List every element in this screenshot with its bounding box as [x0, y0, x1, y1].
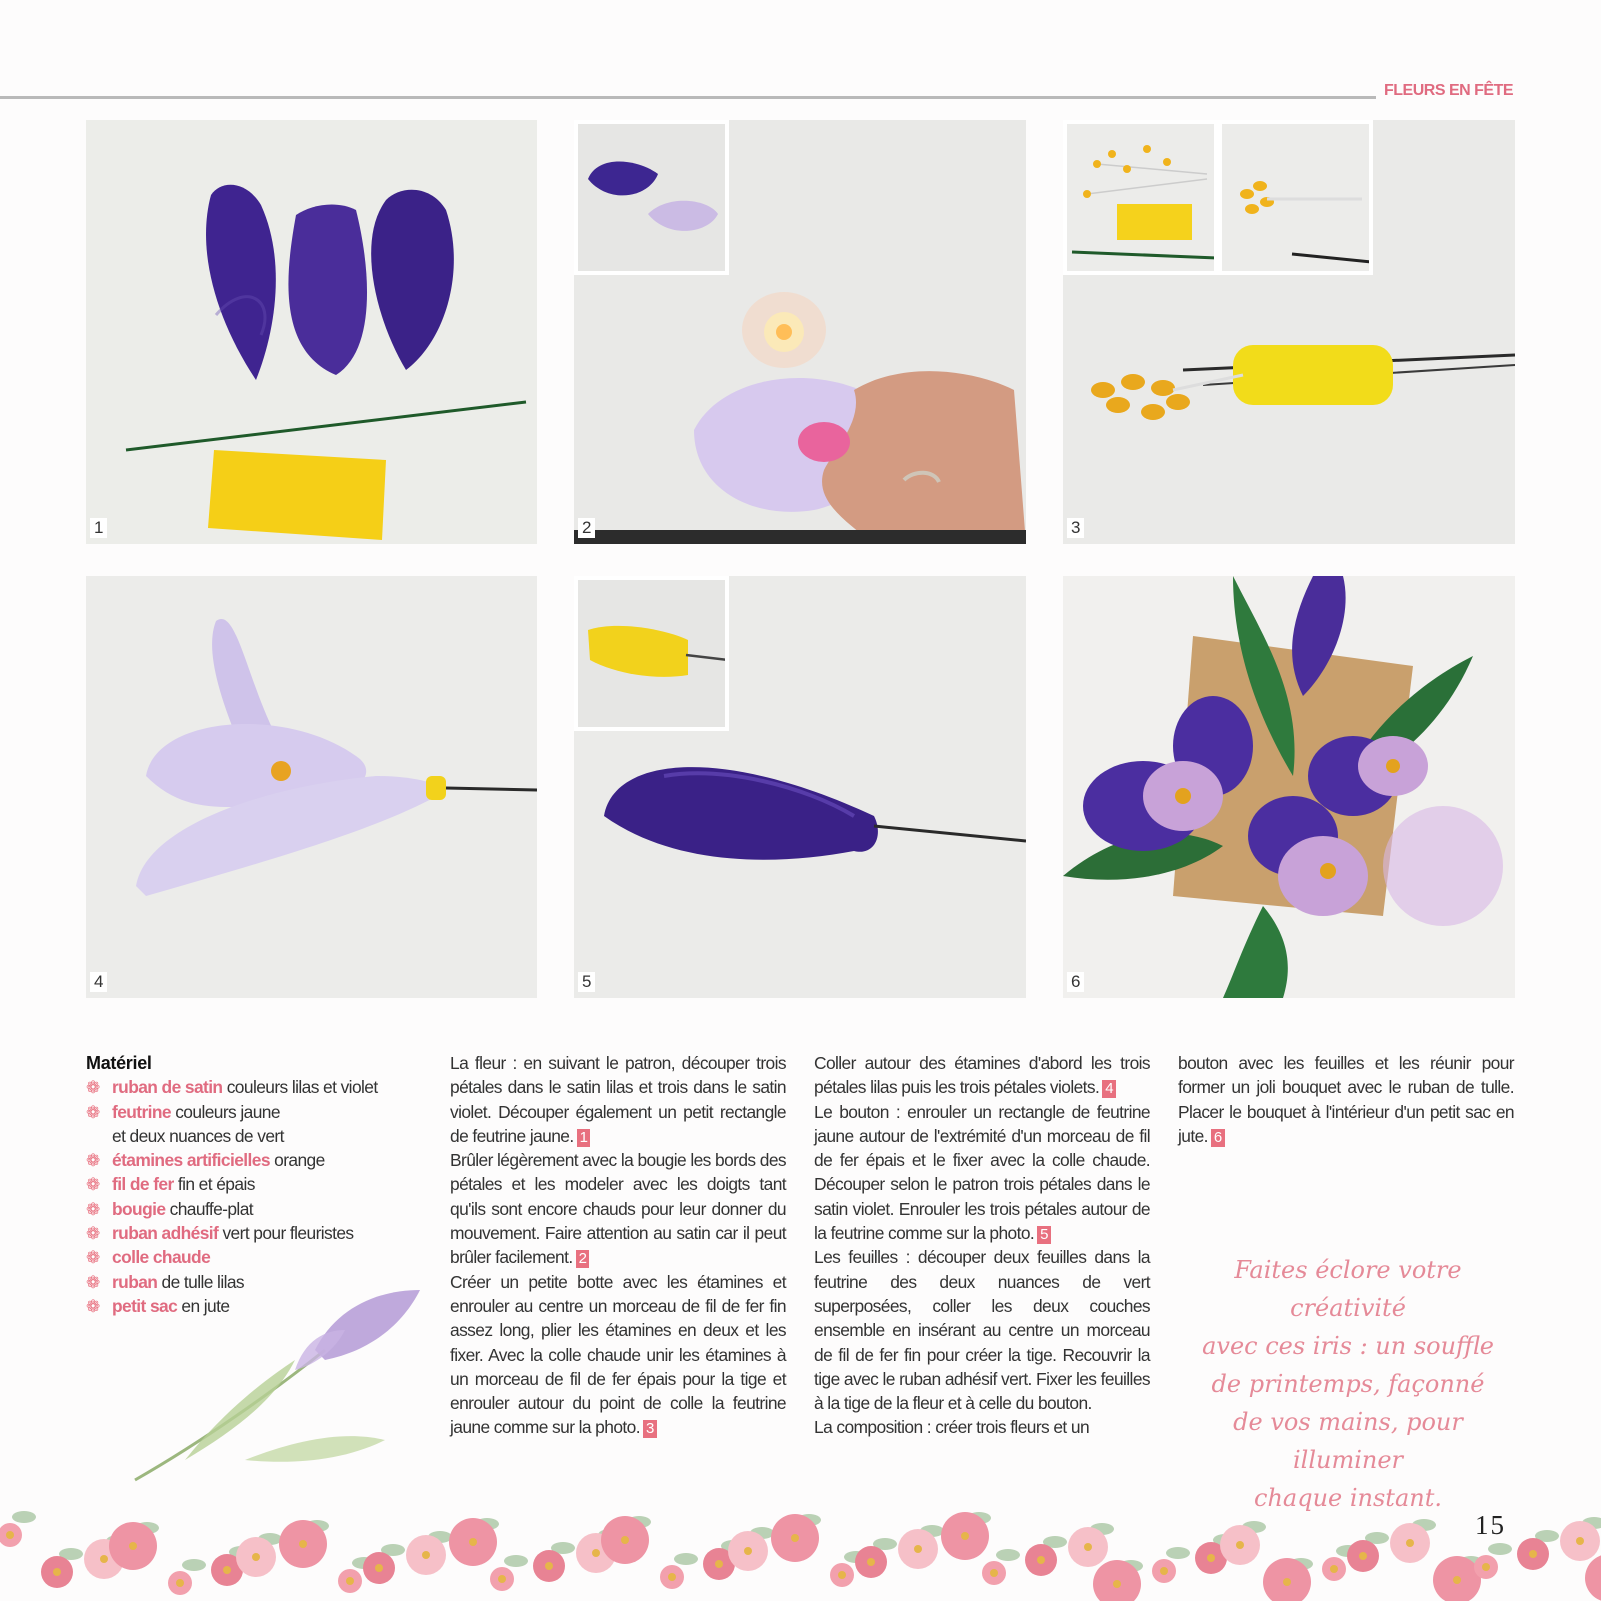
list-item: ❁ étamines artificielles orange [86, 1148, 426, 1172]
paragraph-burn: Brûler légèrement avec la bougie les bords des pétales et les modeler avec les doigts tant qu'ils sont encore chauds pour leur donner du mouvement. Faire attention au satin car il peut brûler facilement. 2 [450, 1150, 786, 1268]
list-item: ❁ ruban de tulle lilas [86, 1270, 426, 1294]
section-rubric: FLEURS EN FÊTE [1384, 82, 1514, 99]
step-number: 1 [90, 518, 107, 538]
list-item: ❁ petit sac en jute [86, 1294, 426, 1318]
inset-photo-felt-roll [574, 576, 729, 731]
bouquet-illustration [1063, 576, 1515, 998]
step-number: 5 [578, 972, 595, 992]
step-number: 4 [90, 972, 107, 992]
list-item: ❁ feutrine couleurs jaune et deux nuances de vert [86, 1101, 284, 1146]
pull-quote: Faites éclore votre créativité avec ces iris : un souffle de printemps, façonné de vos mains, pour illuminer chaque instant. [1202, 1256, 1494, 1512]
paragraph-stamens: Créer un petite botte avec les étamines et enrouler au centre un morceau de fil de fer fin assez long, plier les étamines en deux et les fixer. Avec la colle chaude unir les étamines à un morceau de fil de fer épais pour la tige et enrouler autour du point de colle la feutrine jaune comme sur la photo. 3 [450, 1271, 786, 1438]
flower-bullet-icon: ❁ [86, 1078, 100, 1098]
materials-title: Matériel [86, 1053, 152, 1073]
list-item: ❁ bougie chauffe-plat [86, 1197, 426, 1221]
materials-column [86, 1051, 426, 1318]
flower-bullet-icon: ❁ [86, 1272, 100, 1292]
step-ref-badge: 1 [577, 1129, 591, 1147]
step-ref-badge: 2 [576, 1250, 590, 1268]
paragraph-leaves: Les feuilles : découper deux feuilles dans la feutrine des deux nuances de vert superposées, coller les deux couches ensemble en insérant au centre un morceau de fil de fer fin pour créer la tige. Recouvrir la tige avec le ruban adhésif vert. Fixer les feuilles à la tige de la fleur et à celle du bouton. [814, 1247, 1150, 1414]
paragraph-composition: La composition : créer trois fleurs et un [814, 1417, 1090, 1438]
watercolor-iris-illustration [125, 1290, 425, 1490]
flower-bullet-icon: ❁ [86, 1224, 100, 1244]
page-number: 15 [1475, 1510, 1506, 1540]
flower-bullet-icon: ❁ [86, 1151, 100, 1171]
list-item: ❁ fil de fer fin et épais [86, 1172, 426, 1196]
materials-list [86, 1075, 426, 1318]
inset-photo-stamen-bundle [1218, 120, 1373, 275]
step-number: 2 [578, 518, 595, 538]
step-ref-badge: 4 [1102, 1080, 1116, 1098]
step-number: 3 [1067, 518, 1084, 538]
paragraph-flower: La fleur : en suivant le patron, découper trois pétales dans le satin lilas et trois dans le satin violet. Découper également un petit rectangle de feutrine jaune. 1 [450, 1053, 786, 1146]
instructions-column-3 [814, 1051, 1150, 1440]
flower-bullet-icon: ❁ [86, 1296, 100, 1316]
step-number: 6 [1067, 972, 1084, 992]
header-rule [0, 96, 1376, 99]
list-item: ❁ colle chaude [86, 1245, 426, 1269]
floral-border-illustration [0, 1490, 1601, 1601]
petals-cut-illustration [86, 120, 537, 544]
step-photo-1 [86, 120, 537, 544]
paragraph-bud: Le bouton : enrouler un rectangle de feutrine jaune autour de l'extrémité d'un morceau de fil de fer épais et le fixer avec la colle chaude. Découper selon le patron trois pétales dans le satin violet. Enrouler les trois pétales autour de la feutrine comme sur la photo. 5 [814, 1101, 1150, 1244]
instructions-column-4 [1178, 1051, 1514, 1148]
step-ref-badge: 6 [1211, 1129, 1225, 1147]
instructions-column-2 [450, 1051, 786, 1440]
step-photo-6 [1063, 576, 1515, 998]
step-photo-5 [574, 576, 1026, 998]
step-photo-3 [1063, 120, 1515, 544]
paragraph-bouquet: bouton avec les feuilles et les réunir pour former un joli bouquet avec le ruban de tulle. Placer le bouquet à l'intérieur d'un petit sac en jute. 6 [1178, 1053, 1514, 1146]
step-ref-badge: 3 [643, 1420, 657, 1438]
flower-bullet-icon: ❁ [86, 1102, 100, 1122]
list-item: ❁ ruban de satin couleurs lilas et violet [86, 1075, 426, 1099]
step-photo-2 [574, 120, 1026, 544]
flower-bullet-icon: ❁ [86, 1199, 100, 1219]
list-item: ❁ ruban adhésif vert pour fleuristes [86, 1221, 426, 1245]
inset-photo-stamens [1063, 120, 1218, 275]
inset-photo [574, 120, 729, 275]
step-photo-4 [86, 576, 537, 998]
flower-bullet-icon: ❁ [86, 1248, 100, 1268]
flower-bullet-icon: ❁ [86, 1175, 100, 1195]
step-ref-badge: 5 [1037, 1226, 1051, 1244]
assembled-flower-illustration [86, 576, 537, 998]
paragraph-petals: Coller autour des étamines d'abord les trois pétales lilas puis les trois pétales violets. 4 [814, 1053, 1150, 1098]
